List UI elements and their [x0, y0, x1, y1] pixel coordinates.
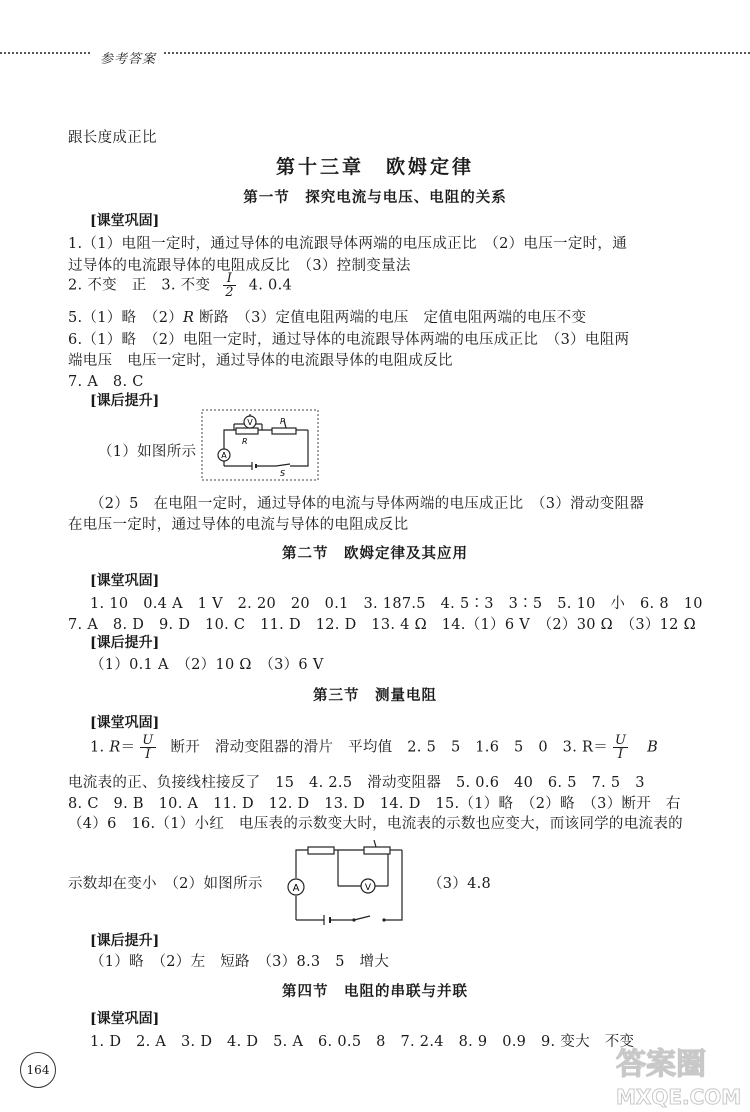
- resistor: [308, 847, 334, 854]
- page-number: 164: [20, 1052, 56, 1088]
- sec3-tag-classroom: [课堂巩固]: [90, 715, 160, 731]
- sec3-line-5-right: （3）4.8: [428, 876, 492, 892]
- sec4-tag-classroom: [课堂巩固]: [90, 1011, 160, 1027]
- sec2-tag-classroom: [课堂巩固]: [90, 573, 160, 589]
- sec1-line-9: 在电压一定时，通过导体的电流与导体的电阻成反比: [68, 517, 409, 533]
- dashed-frame: [202, 410, 318, 480]
- switch-label: S: [280, 469, 286, 478]
- circuit-diagram-1: [200, 408, 320, 482]
- sec1-tag-classroom: [课堂巩固]: [90, 213, 160, 229]
- sec3-line-5: 示数却在变小 （2）如图所示: [68, 876, 263, 892]
- sec3-line-1: [90, 734, 658, 761]
- sec1-line-4-a: 5.（1）略 （2）: [68, 310, 184, 326]
- sec1-line-1: 1.（1）电阻一定时，通过导体的电流跟导体两端的电压成正比 （2）电压一定时，通: [68, 236, 628, 252]
- resistor-symbol-r: R: [183, 310, 195, 326]
- switch-contact: [382, 918, 385, 921]
- resistance-symbol: R: [109, 739, 121, 756]
- slider-label: P: [280, 417, 285, 426]
- ammeter-label: A: [292, 883, 300, 894]
- sec3-line-3: 8. C 9. B 10. A 11. D 12. D 13. D 14. D 15.（1）略 （2）略 （3）断开 右: [68, 796, 681, 812]
- sec1-line-2: 过导体的电流跟导体的电阻成反比 （3）控制变量法: [68, 258, 411, 274]
- chapter-title: 第十三章 欧姆定律: [275, 156, 474, 178]
- section-4-title: 第四节 电阻的串联与并联: [282, 983, 468, 1000]
- sec2-line-1: 1. 10 0.4 A 1 V 2. 20 20 0.1 3. 187.5 4. 5∶3 3∶5 5. 10 小 6. 8 10: [90, 596, 703, 612]
- sec2-tag-after-class: [课后提升]: [90, 635, 160, 651]
- sec3-tag-after-class: [课后提升]: [90, 933, 160, 949]
- sec3-line-1-c: B: [647, 739, 659, 756]
- watermark-brand: 答案圈: [616, 1047, 706, 1082]
- rheostat: [364, 847, 390, 854]
- resistor-r: [236, 428, 258, 434]
- sec1-line-6: 端电压 电压一定时，通过导体的电流跟导体的电阻成反比: [68, 353, 453, 369]
- sec1-line-4-b: 断路 （3）定值电阻两端的电压 定值电阻两端的电压不变: [194, 310, 587, 326]
- circuit-diagram-2: [284, 838, 414, 928]
- fraction-denominator: 2: [225, 285, 234, 300]
- sec2-line-3: （1）0.1 A （2）10 Ω （3）6 V: [90, 657, 324, 673]
- section-3-title: 第三节 测量电阻: [313, 687, 437, 704]
- fraction-denominator: I: [145, 747, 151, 762]
- fraction-i-over-2: [223, 272, 236, 299]
- sec1-tag-after-class: [课后提升]: [90, 393, 160, 409]
- sec2-line-2: 7. A 8. D 9. D 10. C 11. D 12. D 13. 4 Ω 14.（1）6 V （2）30 Ω （3）12 Ω: [68, 617, 696, 633]
- voltmeter-label: V: [364, 883, 372, 893]
- sec4-line-1: 1. D 2. A 3. D 4. D 5. A 6. 0.5 8 7. 2.4 8. 9 0.9 9. 变大 不变: [90, 1034, 635, 1050]
- watermark-domain: MXQE.COM: [616, 1085, 742, 1109]
- sec3-line-1-b: 断开 滑动变阻器的滑片 平均值 2. 5 5 1.6 5 0 3. R＝: [170, 739, 609, 756]
- header-label: 参考答案: [92, 48, 164, 67]
- watermark-logo: [608, 1034, 746, 1110]
- fraction-u-over-i: [140, 734, 155, 761]
- ammeter-label: A: [221, 451, 227, 460]
- equals-sign: ＝: [120, 739, 136, 756]
- sec1-line-3: [68, 272, 292, 299]
- sec1-line-3-pre: 2. 不变 正 3. 不变: [68, 277, 211, 294]
- sec1-line-7: 7. A 8. C: [68, 374, 144, 390]
- sec1-line-8: （2）5 在电阻一定时，通过导体的电流与导体两端的电压成正比 （3）滑动变阻器: [90, 496, 645, 512]
- fraction-numerator: I: [223, 272, 236, 286]
- rheostat: [272, 428, 296, 434]
- section-2-title: 第二节 欧姆定律及其应用: [282, 545, 468, 562]
- sec1-line-4: [68, 306, 586, 327]
- fraction-numerator: U: [614, 733, 627, 748]
- sec3-line-2: 电流表的正、负接线柱接反了 15 4. 2.5 滑动变阻器 5. 0.6 40 6. 5 7. 5 3: [68, 775, 645, 791]
- sec1-line-3-post: 4. 0.4: [248, 277, 293, 294]
- intro-line: 跟长度成正比: [68, 130, 157, 146]
- sec1-line-5: 6.（1）略 （2）电阻一定时，通过导体的电流跟导体两端的电压成正比 （3）电阻两: [68, 332, 630, 348]
- sec3-line-4: （4）6 16.（1）小红 电压表的示数变大时，电流表的示数也应变大，而该同学的电流表的: [68, 816, 683, 832]
- fraction-numerator: U: [142, 733, 154, 748]
- fraction-denominator: I: [617, 747, 624, 762]
- fraction-u-over-i-2: [613, 734, 628, 761]
- sec3-line-6: （1）略 （2）左 短路 （3）8.3 5 增大: [90, 954, 390, 970]
- switch-contact: [352, 918, 355, 921]
- resistor-label: R: [242, 437, 248, 446]
- voltmeter-label: V: [247, 418, 253, 427]
- sec3-line-1-a: 1.: [90, 739, 110, 756]
- sec1-figure-label: （1）如图所示: [98, 444, 197, 460]
- section-1-title: 第一节 探究电流与电压、电阻的关系: [243, 189, 507, 206]
